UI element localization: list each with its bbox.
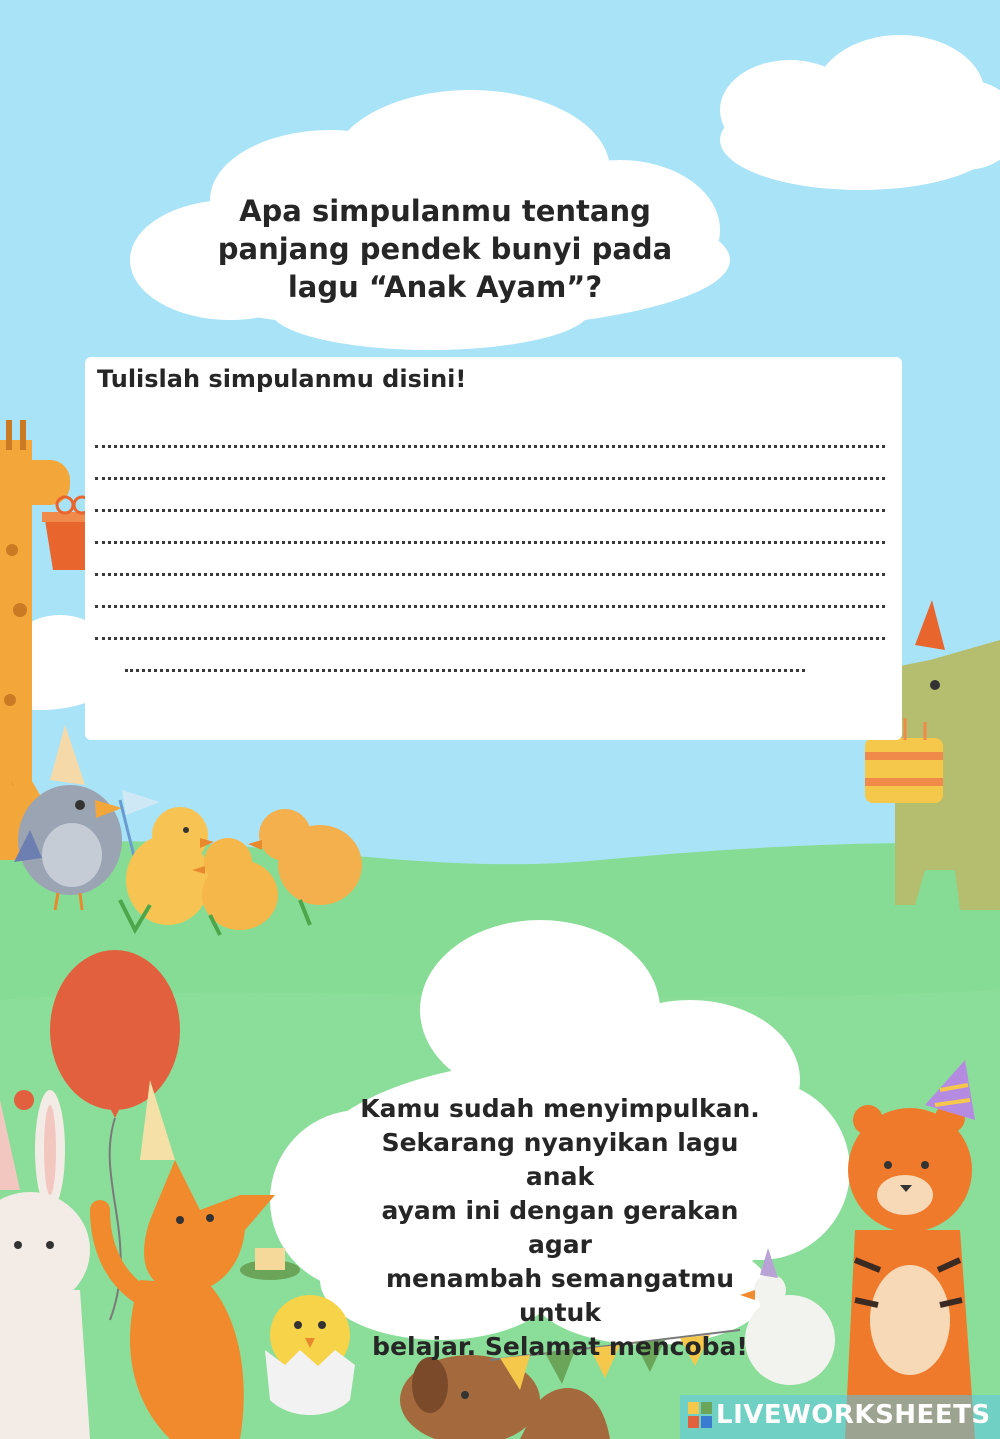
closing-text bbox=[350, 1092, 770, 1364]
answer-line-3[interactable] bbox=[95, 509, 885, 512]
closing-line-2: Sekarang nyanyikan lagu anak bbox=[381, 1128, 739, 1191]
closing-line-5: belajar. Selamat mencoba! bbox=[372, 1332, 748, 1361]
answer-line-1[interactable] bbox=[95, 445, 885, 448]
closing-line-1: Kamu sudah menyimpulkan. bbox=[360, 1094, 760, 1123]
answer-label: Tulislah simpulanmu disini! bbox=[97, 365, 467, 393]
hatching-chick-icon bbox=[265, 1295, 355, 1415]
closing-line-4: menambah semangatmu untuk bbox=[385, 1264, 735, 1327]
answer-line-7[interactable] bbox=[95, 637, 885, 640]
tiger-icon bbox=[845, 1060, 975, 1439]
logo-badge-icon bbox=[688, 1402, 712, 1428]
answer-box[interactable] bbox=[85, 357, 902, 740]
answer-line-2[interactable] bbox=[95, 477, 885, 480]
question-line-2: panjang pendek bunyi pada bbox=[217, 232, 673, 266]
answer-line-5[interactable] bbox=[95, 573, 885, 576]
cloud-top-right bbox=[720, 35, 1000, 190]
answer-line-8[interactable] bbox=[125, 669, 805, 672]
liveworksheets-logo bbox=[688, 1398, 991, 1432]
question-line-3: lagu “Anak Ayam”? bbox=[287, 270, 603, 304]
answer-line-4[interactable] bbox=[95, 541, 885, 544]
answer-line-6[interactable] bbox=[95, 605, 885, 608]
closing-line-3: ayam ini dengan gerakan agar bbox=[381, 1196, 739, 1259]
question-text bbox=[200, 192, 690, 306]
brand-name: LIVEWORKSHEETS bbox=[716, 1400, 991, 1430]
question-line-1: Apa simpulanmu tentang bbox=[239, 194, 651, 228]
